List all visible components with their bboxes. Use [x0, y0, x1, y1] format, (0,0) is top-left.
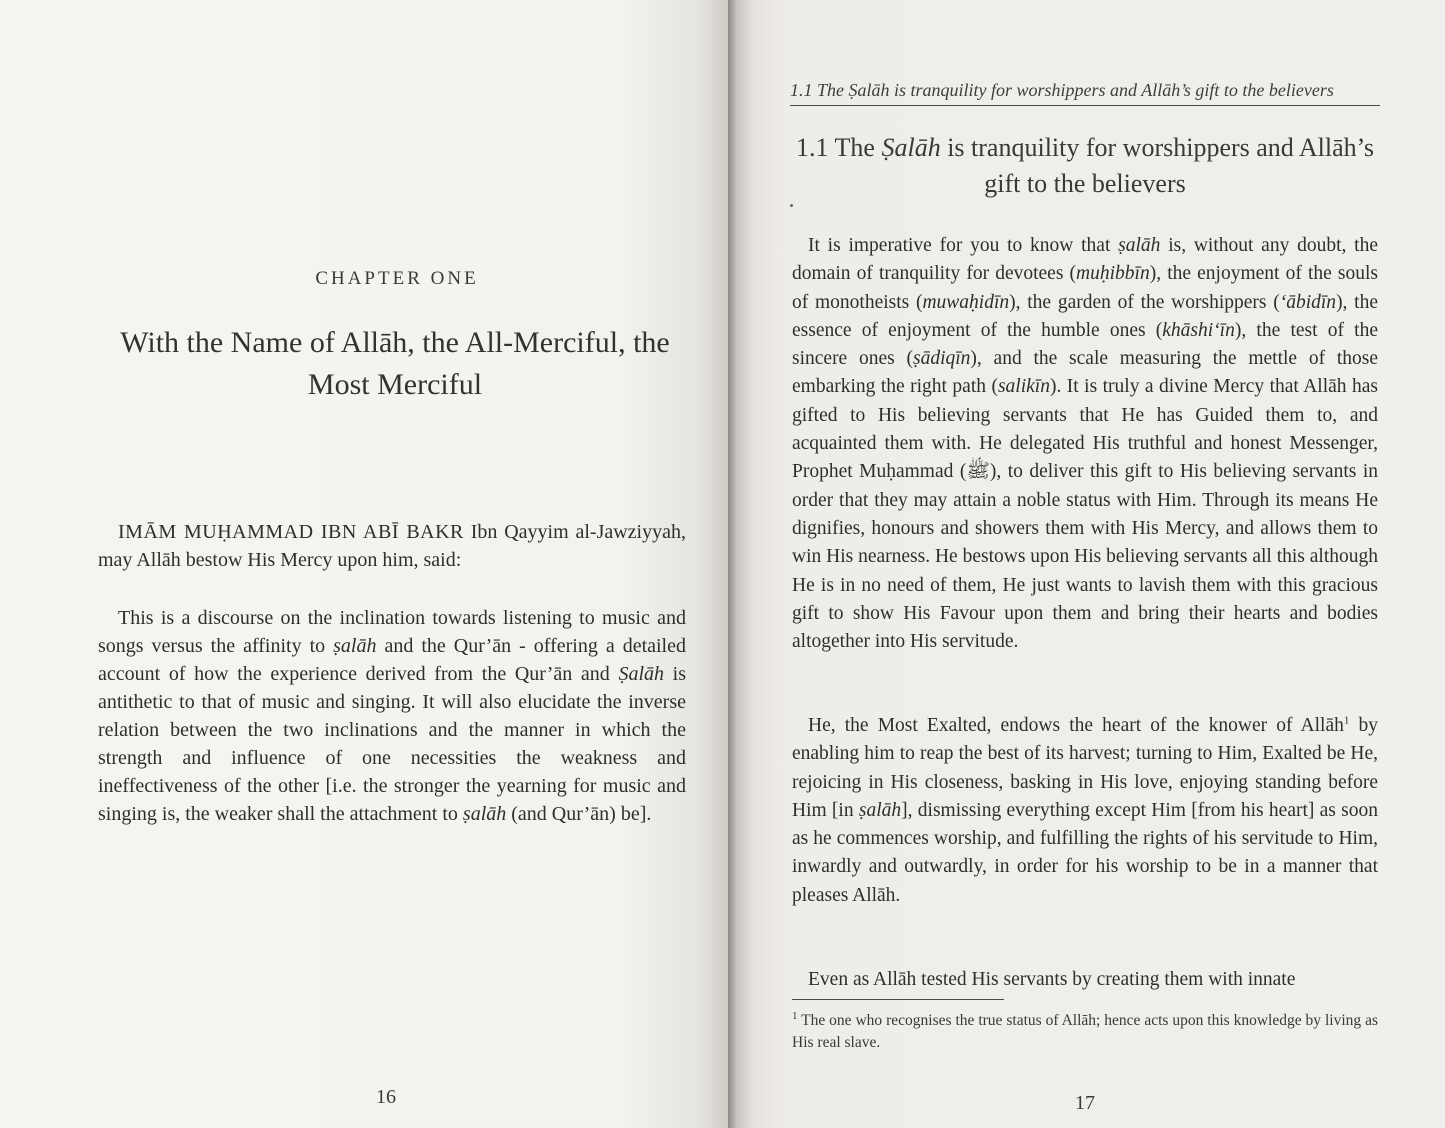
right-page [728, 0, 1445, 1128]
italic-term: muwaḥidīn [922, 291, 1010, 313]
paragraph-text: It is imperative for you to know that [808, 235, 1119, 256]
section-title-italic: Ṣalāh [881, 133, 941, 162]
chapter-label: CHAPTER ONE [315, 268, 479, 289]
paragraph-text: is, without any doubt, the domain of tranquility for devotees ( [792, 235, 1378, 285]
paragraph-text: by enabling him to reap the best of its harvest; turning to Him, Exalted be He, rejoicing in His closeness, basking in His love, enjoying standing before Him [in [792, 715, 1378, 821]
footnote-reference: 1 [1343, 714, 1350, 727]
discourse-paragraph [98, 604, 686, 828]
section-title [790, 130, 1380, 202]
italic-term: ‘ābidīn [1279, 291, 1337, 313]
footnote-mark: 1 [792, 1009, 798, 1022]
paragraph-text: ). It is truly a divine Mercy that Allāh has gifted to His believing servants that He has Guided them to, and acquainted them with. He delegated His truthful and honest Messenger, Prophet Muḥammad (ﷺ), to deliver this gift to His believing servants in order that they may attain a noble status with Him. Through its means He dignifies, honours and showers them with His Mercy, and allows them to win His nearness. He bestows upon His believing servants all this although He is in no need of them, He just wants to lavish them with this gracious gift to show His Favour upon them and bring their hearts and bodies altogether into His servitude. [792, 376, 1379, 653]
discourse-italic-term: ṣalāh [462, 803, 507, 825]
intro-paragraph [98, 518, 686, 574]
print-speck [790, 204, 793, 207]
discourse-text: (and Qur’ān) be]. [506, 803, 652, 825]
chapter-title: With the Name of Allāh, the All-Merciful, the Most Merciful [120, 326, 670, 401]
paragraph-text: ), the enjoyment of the souls of monotheists ( [792, 263, 1378, 313]
running-head: 1.1 The Ṣalāh is tranquility for worshippers and Allāh’s gift to the believers [790, 80, 1380, 106]
paragraph-text: ), and the scale measuring the mettle of those embarking the right path ( [792, 348, 1379, 398]
paragraph-3: Even as Allāh tested His servants by creating them with innate [808, 969, 1296, 990]
paragraph-text: ), the test of the sincere ones ( [792, 319, 1378, 370]
discourse-text: is antithetic to that of music and singing. It will also elucidate the inverse relation between the two inclinations and the manner in which the strength and influence of one necessities the weakness and ineffectiveness of the other [i.e. the stronger the yearning for music and singing is, the weaker shall the attachment to [98, 663, 686, 825]
intro-text: Ibn Qayyim al-Jawziyyah, may Allāh bestow His Mercy upon him, said: [98, 521, 686, 571]
footnote-divider [792, 999, 1004, 1000]
italic-term: khāshi‘īn [1162, 319, 1235, 341]
italic-term: ṣalāh [1118, 235, 1161, 256]
italic-term: salikīn [997, 376, 1050, 398]
page-number-left: 16 [376, 1086, 396, 1108]
paragraph-1 [792, 232, 1378, 656]
footnote [792, 1010, 1378, 1054]
section-title-text: 1.1 The [796, 133, 882, 162]
section-title-text: is tranquility for worshippers and Allāh’s gift to the believers [940, 133, 1374, 198]
paragraph-2 [792, 712, 1378, 910]
page-number-right: 17 [1075, 1092, 1095, 1114]
discourse-text: This is a discourse on the inclination towards listening to music and songs versus the affinity to [98, 607, 686, 657]
discourse-italic-term: ṣalāh [333, 635, 377, 657]
paragraph-text: ), the garden of the worshippers ( [1009, 291, 1280, 313]
italic-term: muḥibbīn [1076, 263, 1150, 285]
discourse-text: and the Qur’ān - offering a detailed account of how the experience derived from the Qur’ān and [98, 635, 686, 685]
footnote-text: The one who recognises the true status of Allāh; hence acts upon this knowledge by living as His real slave. [792, 1012, 1378, 1051]
paragraph-text: ), the essence of enjoyment of the humble ones ( [792, 291, 1378, 341]
paragraph-text: ], dismissing everything except Him [from his heart] as soon as he commences worship, and fulfilling the rights of his servitude to Him, inwardly and outwardly, in order for his worship to be in a manner that pleases Allāh. [792, 799, 1378, 906]
italic-term: ṣādiqīn [912, 348, 971, 370]
author-name: IMĀM MUḤAMMAD IBN ABĪ BAKR [118, 521, 464, 543]
paragraph-text: He, the Most Exalted, endows the heart of the knower of Allāh [808, 715, 1344, 736]
italic-term: ṣalāh [858, 799, 902, 821]
discourse-italic-term: Ṣalāh [618, 663, 664, 685]
